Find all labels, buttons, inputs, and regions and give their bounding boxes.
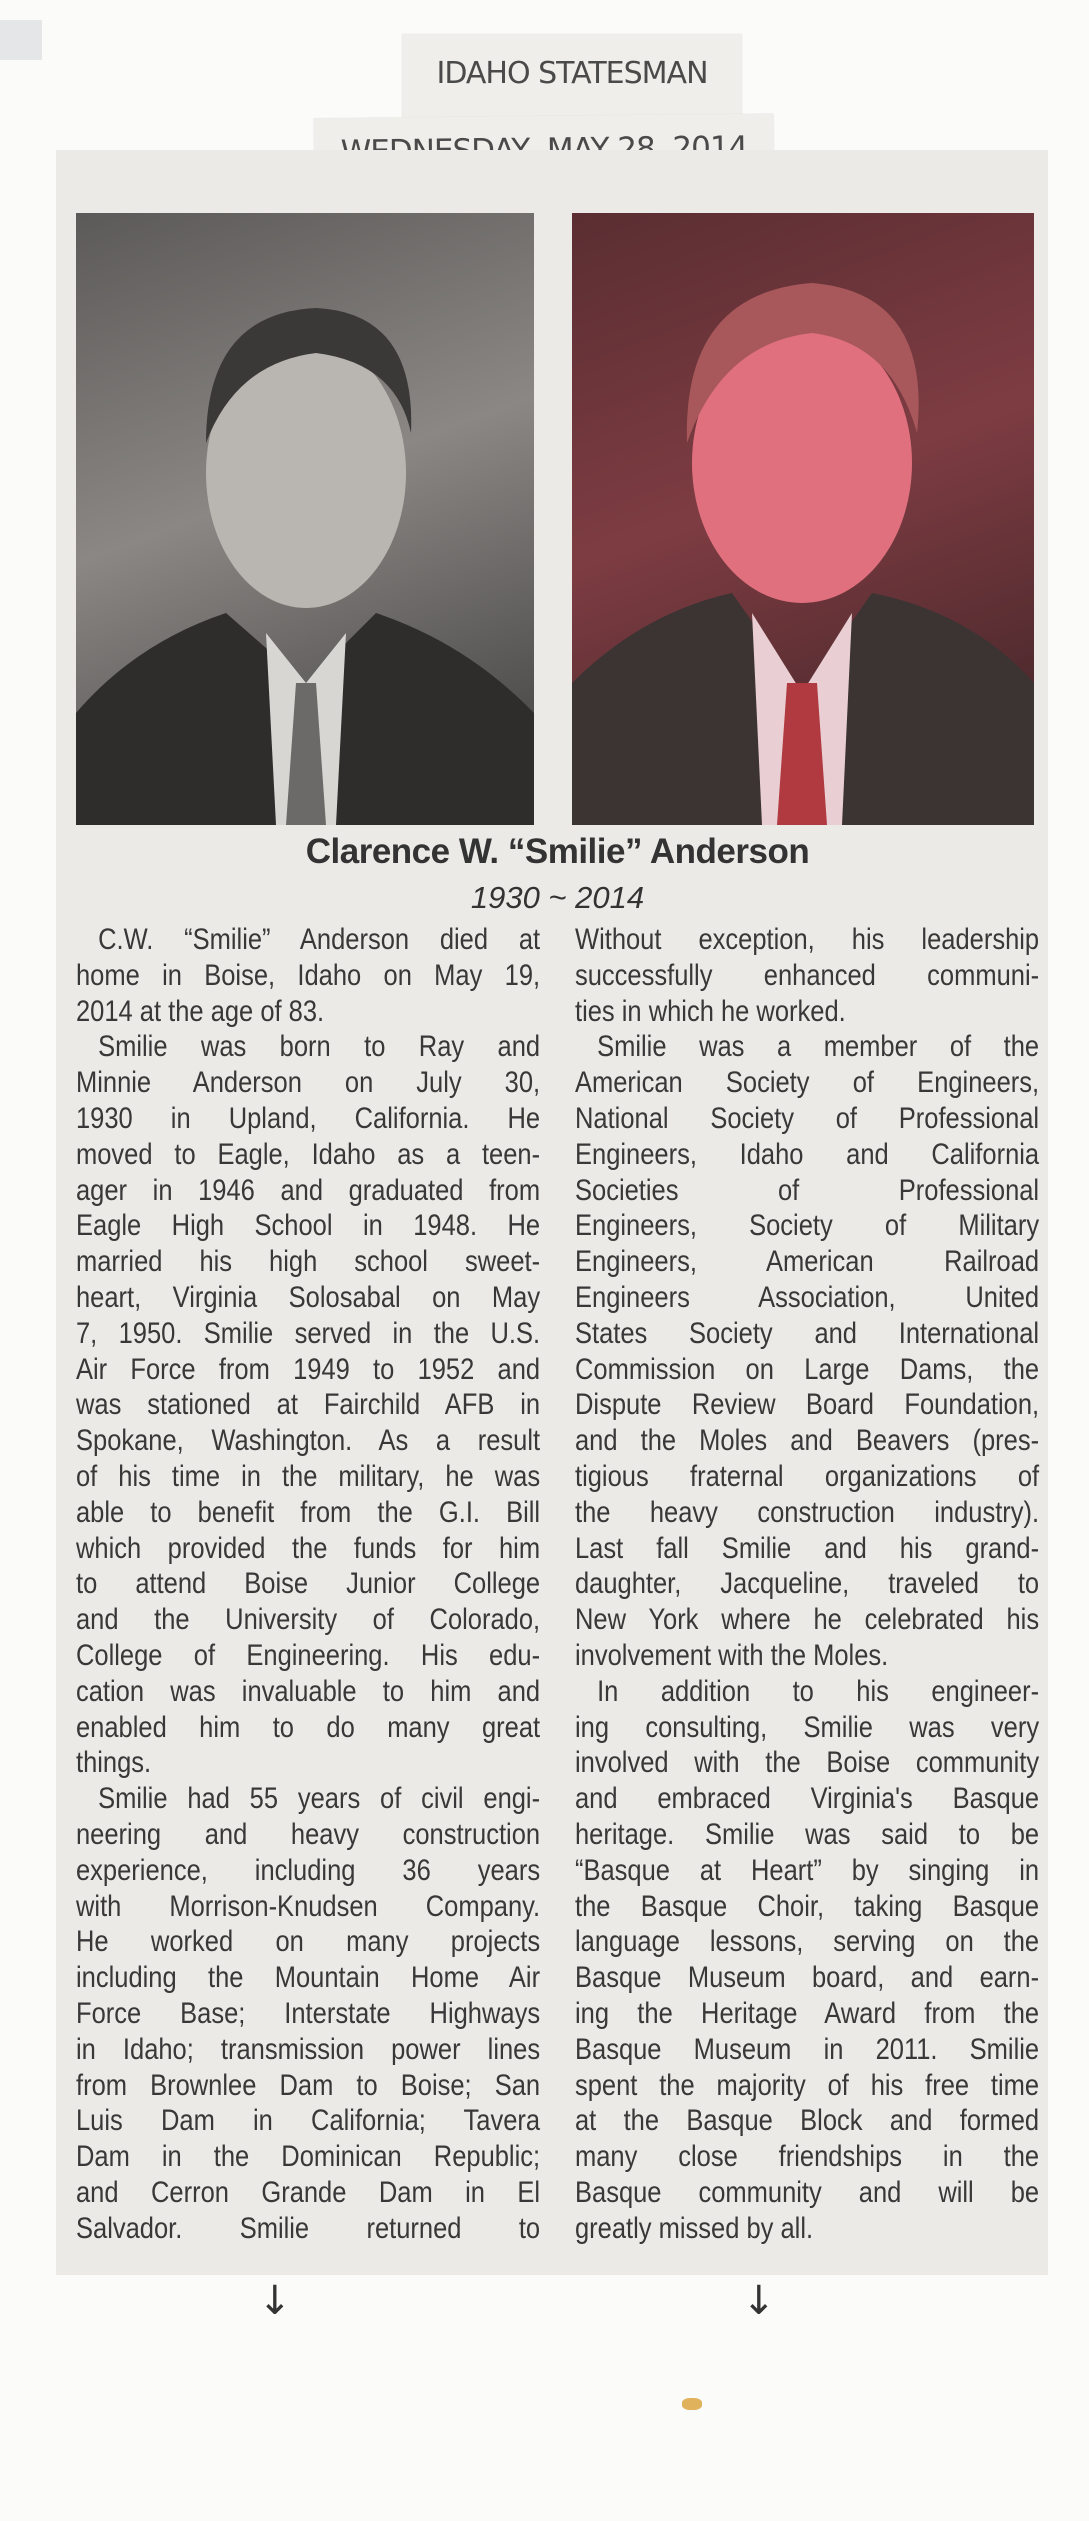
handwritten-arrow-icon: ↓ [742,2278,776,2324]
handwritten-arrow-icon: ↓ [258,2278,292,2324]
text-line: successfully enhanced communi- [575,958,1040,992]
text-line: daughter, Jacqueline, traveled to [575,1567,1040,1601]
life-years: 1930 ~ 2014 [470,880,645,915]
text-line: enabled him to do many great [76,1710,541,1744]
text-line: Engineers, Society of Military [575,1209,1040,1243]
text-line: which provided the funds for him [76,1531,541,1565]
text-line: 7, 1950. Smilie served in the U.S. [76,1316,541,1350]
text-line: heritage. Smilie was said to be [575,1817,1040,1851]
text-line: was stationed at Fairchild AFB in [76,1388,541,1422]
text-line: Force Base; Interstate Highways [76,1996,541,2030]
text-line: married his high school sweet- [76,1245,541,1279]
text-line: neering and heavy construction [76,1817,541,1851]
text-line: Smilie was a member of the [597,1030,1040,1064]
text-line: greatly missed by all. [575,2211,814,2245]
text-line: ager in 1946 and graduated from [76,1173,541,1207]
paper-stain [682,2398,702,2410]
text-line: moved to Eagle, Idaho as a teen- [76,1137,541,1171]
text-line: at the Basque Block and formed [575,2104,1040,2138]
text-line: and Cerron Grande Dam in El [76,2175,541,2209]
text-line: language lessons, serving on the [575,1925,1040,1959]
text-line: and embraced Virginia's Basque [575,1782,1040,1816]
text-line: experience, including 36 years [76,1853,541,1887]
text-line: College of Engineering. His edu- [76,1638,541,1672]
text-line: Minnie Anderson on July 30, [76,1066,541,1100]
text-line: Without exception, his leadership [575,923,1040,956]
text-line: including the Mountain Home Air [76,1961,541,1995]
text-line: Dispute Review Board Foundation, [575,1388,1040,1422]
text-line: ties in which he worked. [575,994,846,1028]
scanner-edge [0,20,42,60]
text-line: Smilie was born to Ray and [98,1030,541,1064]
text-line: Air Force from 1949 to 1952 and [76,1352,541,1386]
text-line: ing the Heritage Award from the [575,1996,1040,2030]
text-line: National Society of Professional [575,1101,1040,1135]
text-line: Societies of Professional [575,1173,1040,1207]
text-line: Basque Museum in 2011. Smilie [575,2032,1040,2066]
text-line: Dam in the Dominican Republic; [76,2140,541,2174]
text-line: New York where he celebrated his [575,1603,1040,1637]
text-line: 2014 at the age of 83. [76,994,325,1028]
text-line: ing consulting, Smilie was very [575,1710,1040,1744]
text-line: Luis Dam in California; Tavera [76,2104,541,2138]
text-line: heart, Virginia Solosabal on May [76,1280,541,1314]
text-line: tigious fraternal organizations of [575,1459,1040,1493]
text-line: cation was invaluable to him and [76,1674,541,1708]
text-line: involved with the Boise community [575,1746,1040,1780]
portrait-photo-elderly [572,213,1034,825]
obituary-name: Clarence W. “Smilie” Anderson [305,832,810,871]
text-line: involvement with the Moles. [575,1638,889,1672]
text-line: American Society of Engineers, [575,1066,1040,1100]
text-line: home in Boise, Idaho on May 19, [76,958,541,992]
text-line: Basque Museum board, and earn- [575,1961,1040,1995]
text-line: many close friendships in the [575,2140,1040,2174]
text-line: things. [76,1746,152,1780]
text-line: 1930 in Upland, California. He [76,1101,541,1135]
text-line: Spokane, Washington. As a result [76,1424,541,1458]
text-column-right [575,922,1039,2246]
text-line: Eagle High School in 1948. He [76,1209,541,1243]
text-line: of his time in the military, he was [76,1459,541,1493]
text-line: Basque community and will be [575,2175,1040,2209]
masthead-clipping [402,34,742,120]
text-line: Salvador. Smilie returned to [76,2211,541,2245]
text-line: Smilie had 55 years of civil engi- [98,1782,541,1816]
text-line: able to benefit from the G.I. Bill [76,1495,541,1529]
text-line: Commission on Large Dams, the [575,1352,1040,1386]
text-line: to attend Boise Junior College [76,1567,541,1601]
text-line: from Brownlee Dam to Boise; San [76,2068,541,2102]
text-line: and the University of Colorado, [76,1603,541,1637]
text-line: In addition to his engineer- [597,1674,1040,1708]
text-column-left [76,922,540,2246]
portrait-photo-young [76,213,534,825]
newspaper-name: IDAHO STATESMAN [436,56,708,91]
text-line: with Morrison-Knudsen Company. [76,1889,541,1923]
text-line: the heavy construction industry). [575,1495,1040,1529]
text-line: Engineers, Idaho and California [575,1137,1040,1171]
text-line: States Society and International [575,1316,1040,1350]
text-line: He worked on many projects [76,1925,541,1959]
text-line: the Basque Choir, taking Basque [575,1889,1040,1923]
text-line: Engineers, American Railroad [575,1245,1040,1279]
text-line: in Idaho; transmission power lines [76,2032,541,2066]
text-line: “Basque at Heart” by singing in [575,1853,1040,1887]
text-line: Last fall Smilie and his grand- [575,1531,1040,1565]
text-line: and the Moles and Beavers (pres- [575,1424,1040,1458]
text-line: Engineers Association, United [575,1280,1040,1314]
text-line: C.W. “Smilie” Anderson died at [98,923,541,956]
text-line: spent the majority of his free time [575,2068,1040,2102]
